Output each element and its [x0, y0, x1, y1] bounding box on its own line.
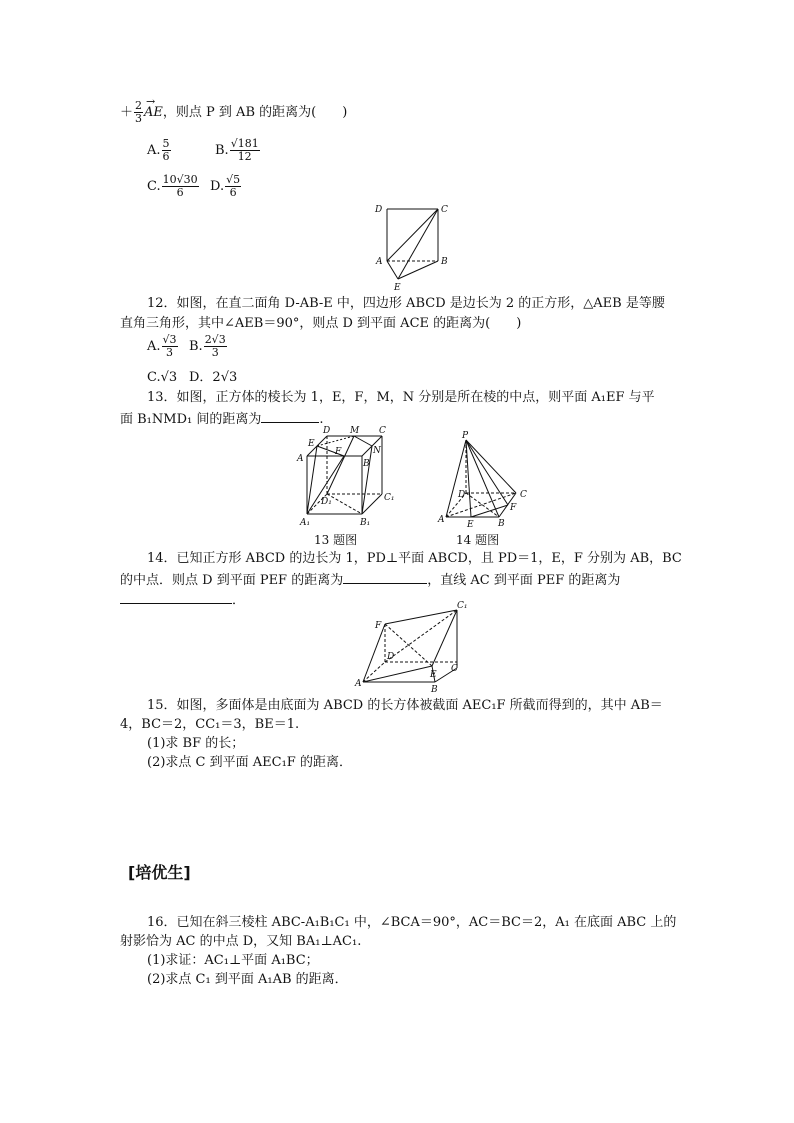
q12-option-c[interactable]: C.√3 [147, 370, 178, 385]
q14-label-f: F [510, 503, 517, 513]
q14-text-line1: 14．已知正方形 ABCD 的边长为 1，PD⊥平面 ABCD，且 PD＝1，E，F 分别为 AB，BC [147, 551, 682, 566]
q11-vector: AE [144, 105, 163, 120]
q14-figure [436, 430, 536, 530]
q12-option-b[interactable]: B. $\frac{2√3}{3}$ [189, 333, 226, 359]
q14-text-line3: ． [120, 589, 245, 610]
q14-label-p: P [462, 431, 469, 441]
q15-label-e: E [430, 670, 437, 680]
q12-label-e: E [394, 283, 401, 293]
q11-vector-coefficient: $\frac{2}{3}$ [135, 99, 143, 125]
q12-option-d[interactable]: D．2√3 [189, 370, 238, 385]
q16-sub2: (2)求点 C₁ 到平面 A₁AB 的距离． [147, 972, 348, 987]
q14-caption: 14 题图 [456, 533, 500, 547]
q16-text-line2: 射影恰为 AC 的中点 D，又知 BA₁⊥AC₁. [120, 934, 362, 949]
q13-label-f: F [335, 447, 342, 457]
q14-answer-blank-1[interactable] [343, 569, 427, 584]
q14-label-d: D [458, 490, 466, 500]
q14-label-c: C [520, 490, 527, 500]
q13-label-a1: A₁ [300, 518, 311, 528]
q13-text-line2: 面 B₁NMD₁ 间的距离为 . [120, 408, 324, 429]
q16-sub1: (1)求证：AC₁⊥平面 A₁BC； [147, 953, 319, 968]
q14-label-a: A [438, 515, 445, 525]
q13-label-d1: D₁ [321, 497, 332, 507]
q14-label-b: B [498, 519, 505, 529]
q13-label-b1: B₁ [360, 518, 371, 528]
q15-text-line1: 15．如图，多面体是由底面为 ABCD 的长方体被截面 AEC₁F 所截而得到的，其中 AB＝ [147, 698, 663, 713]
q15-text-line2: 4，BC＝2，CC₁＝3，BE＝1. [120, 717, 300, 732]
q15-label-f: F [375, 621, 382, 631]
q15-label-d: D [387, 652, 395, 662]
q11-option-a[interactable]: A. $\frac{5}{6}$ [147, 137, 170, 163]
q12-label-d: D [375, 205, 383, 215]
q12-figure [370, 200, 460, 295]
q15-label-c: C [451, 664, 458, 674]
q13-label-n: N [373, 446, 381, 456]
q14-answer-blank-2[interactable] [120, 589, 232, 604]
q13-label-c1: C₁ [384, 493, 395, 503]
q15-label-a: A [355, 679, 362, 689]
q13-text-line1: 13．如图，正方体的棱长为 1，E，F，M，N 分别是所在棱的中点，则平面 A₁EF 与平 [147, 390, 655, 405]
q12-text: 12．如图，在直二面角 D-AB-E 中，四边形 ABCD 是边长为 2 的正方形，△AEB 是等腰直角三角形，其中∠AEB＝90°，则点 D 到平面 ACE 的距离为( ) [120, 296, 665, 331]
q16-text-line1: 16．已知在斜三棱柱 ABC-A₁B₁C₁ 中，∠BCA＝90°，AC＝BC＝2，A₁ 在底面 ABC 上的 [147, 915, 677, 930]
q15-label-b: B [431, 685, 438, 695]
q11-stem: ＋ $\frac{2}{3}$ → AE，则点 P 到 AB 的距离为( ) [120, 95, 348, 125]
q12-label-c: C [441, 205, 448, 215]
q11-option-c[interactable]: C. $\frac{10√30}{6}$ [147, 173, 198, 199]
q12-label-a: A [376, 257, 383, 267]
q15-label-c1: C₁ [457, 601, 468, 611]
q13-caption: 13 题图 [314, 533, 358, 547]
q13-label-b: B [363, 459, 370, 469]
q13-label-a: A [297, 454, 304, 464]
q15-sub2: (2)求点 C 到平面 AEC₁F 的距离． [147, 755, 352, 770]
q13-answer-blank[interactable] [261, 408, 319, 423]
q14-label-e: E [467, 520, 474, 530]
q11-option-b[interactable]: B. $\frac{√181}{12}$ [215, 137, 259, 163]
q13-label-c: C [379, 426, 386, 436]
q13-label-e: E [308, 439, 315, 449]
q13-label-m: M [350, 426, 360, 436]
q12-option-a[interactable]: A. $\frac{√3}{3}$ [147, 333, 177, 359]
q13-figure [297, 426, 397, 534]
q15-figure [355, 600, 475, 696]
q14-text-line2: 的中点．则点 D 到平面 PEF 的距离为 ，直线 AC 到平面 PEF 的距离为 [120, 569, 620, 590]
q13-label-d: D [323, 426, 331, 436]
q15-sub1: (1)求 BF 的长； [147, 736, 245, 751]
q11-option-d[interactable]: D. $\frac{√5}{6}$ [210, 173, 241, 199]
q12-label-b: B [441, 257, 448, 267]
section-heading: [培优生] [128, 863, 191, 882]
